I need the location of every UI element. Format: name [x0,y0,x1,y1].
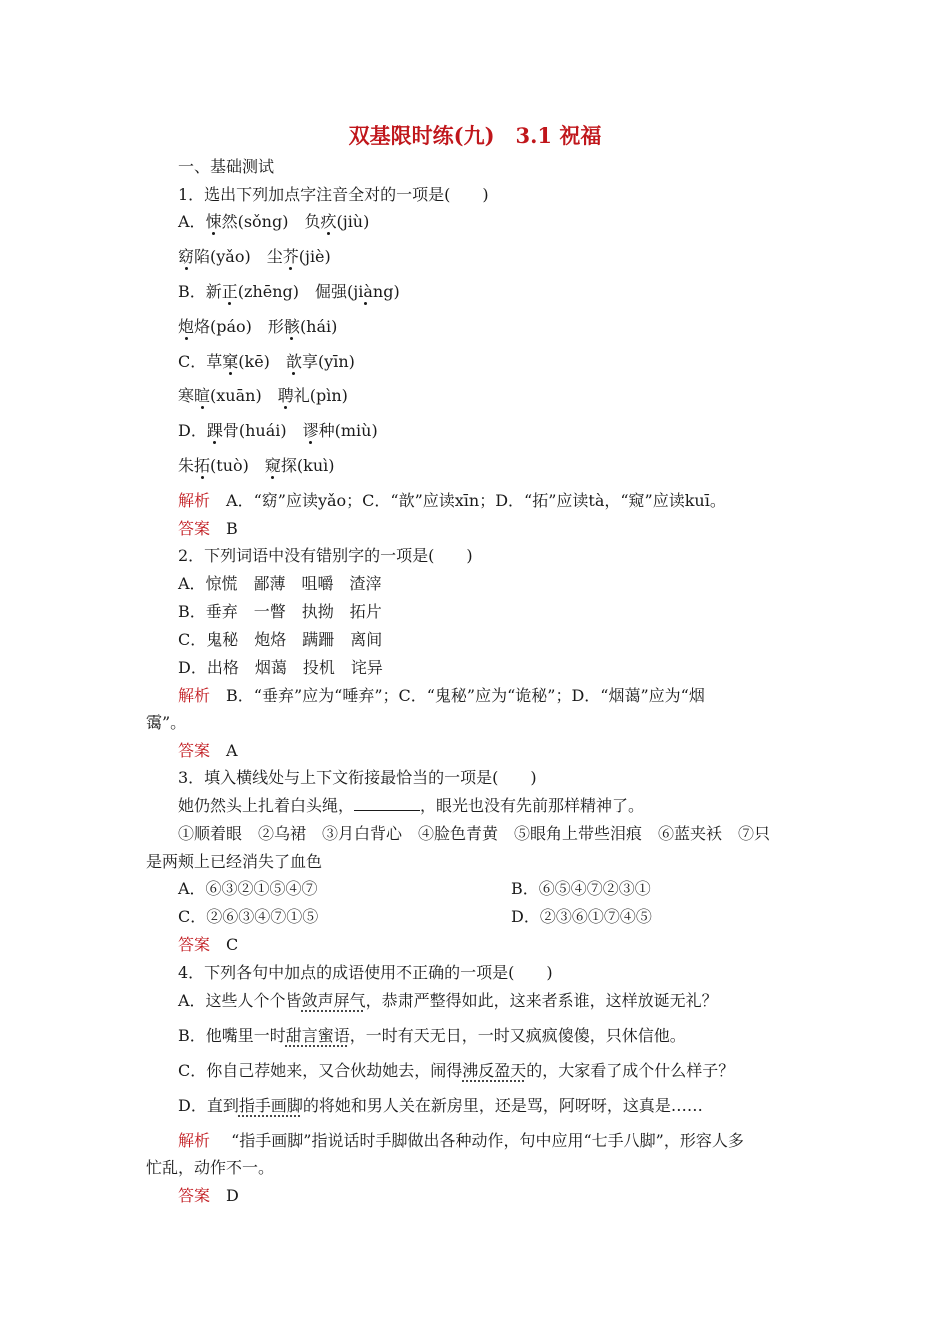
text: D．直到 [178,1096,239,1115]
q2-option-c: C．鬼秘 炮烙 蹒跚 离间 [178,630,383,649]
q4-analysis-line1 [178,1130,744,1152]
text: 陷(yǎo) 尘 [194,247,283,266]
dotted-char: 歆 [285,352,302,371]
text: (jiù) [336,212,370,231]
text: ，一时有天无日，一时又疯疯傻傻，只休信他。 [349,1026,686,1045]
text: 种(miù) [318,421,378,440]
answer-label: 答案 [178,519,211,538]
text: (tuò) [210,456,265,475]
analysis-text: B．“垂弃”应为“唾弃”；C．“鬼秘”应为“诡秘”；D．“烟蔼”应为“烟 [226,686,705,705]
text: 她仍然头上扎着白头绳， [178,796,355,815]
q1-option-d-line1 [178,420,378,442]
q3-option-b: B．⑥⑤④⑦②③① [511,879,651,898]
q2-option-a: A．惊慌 鄙薄 咀嚼 渣滓 [178,574,382,593]
page-title: 双基限时练(九) 3.1 祝福 [348,123,602,148]
analysis-label: 解析 [178,1131,211,1150]
q1-option-b-line2 [178,316,337,338]
text: B．新 [178,282,222,301]
dotted-char: 谬 [302,421,319,440]
dotted-char: 正 [221,282,238,301]
q4-answer [178,1185,239,1207]
answer-text: D [226,1186,239,1205]
q4-option-d [178,1095,703,1117]
text: 的，大家看了成个什么样子？ [526,1061,735,1080]
q3-option-d: D．②③⑥①⑦④⑤ [511,907,652,926]
answer-label: 答案 [178,935,211,954]
dotted-idiom: 甜言蜜语 [285,1026,350,1045]
q3-sentence [178,795,644,817]
text: D． [178,421,207,440]
q1-option-c-line2 [178,385,348,407]
q3-answer [178,934,238,956]
q2-stem: 2．下列词语中没有错别字的一项是( ) [178,546,473,565]
q3-items-line1: ①顺着眼 ②乌裙 ③月白背心 ④脸色青黄 ⑤眼角上带些泪痕 ⑥蓝夹袄 ⑦只 [178,824,771,843]
q4-option-b [178,1025,686,1047]
answer-label: 答案 [178,741,211,760]
text: 享(yīn) [301,352,355,371]
dotted-char: 骸 [283,317,300,336]
analysis-text: A．“窈”应读yǎo；C．“歆”应读xīn；D．“拓”应读tà，“窥”应读kuī。 [226,491,726,510]
q2-option-b: B．垂弃 一瞥 执拗 拓片 [178,602,382,621]
text: C．草 [178,352,223,371]
answer-text: A [226,741,238,760]
text: 寒 [178,386,195,405]
answer-label: 答案 [178,1186,211,1205]
dotted-char: 炮 [178,317,195,336]
text: ，恭肃严整得如此，这来者系谁，这样放诞无礼？ [365,991,718,1010]
dotted-char: 强(jiàng) [331,282,400,301]
dotted-char: 聘 [277,386,294,405]
dotted-char: 拓 [194,456,211,475]
q3-option-c: C．②⑥③④⑦①⑤ [178,907,319,926]
text: (zhēng) 倔 [237,282,332,301]
q4-stem: 4．下列各句中加点的成语使用不正确的一项是( ) [178,963,553,982]
q4-analysis-line2: 忙乱，动作不一。 [146,1158,275,1177]
q3-option-a: A．⑥③②①⑤④⑦ [178,879,318,898]
q3-items-line2: 是两颊上已经消失了血色 [146,852,323,871]
text: (jiè) [298,247,331,266]
text: ，眼光也没有先前那样精神了。 [420,796,645,815]
q1-stem: 1．选出下列加点字注音全对的一项是( ) [178,185,489,204]
fill-blank [354,796,420,811]
section-heading: 一、基础测试 [178,157,275,176]
dotted-char: 芥 [282,247,299,266]
text: 烙(páo) 形 [194,317,284,336]
text: 骨(huái) [222,421,303,440]
q2-option-d: D．出格 烟蔼 投机 诧异 [178,658,383,677]
dotted-char: 窥 [264,456,281,475]
q2-analysis-line1 [178,685,705,707]
text: C．你自己荐她来，又合伙劫她去，闹得 [178,1061,463,1080]
text: 礼(pìn) [293,386,348,405]
q3-stem: 3．填入横线处与上下文衔接最恰当的一项是( ) [178,768,537,787]
dotted-idiom: 沸反盈天 [462,1061,527,1080]
text: 的将她和男人关在新房里，还是骂，阿呀呀，这真是…… [302,1096,703,1115]
q1-option-c-line1 [178,351,355,373]
q1-option-a-line1 [178,211,369,233]
q1-option-b-line1 [178,281,400,303]
dotted-char: 踝 [206,421,223,440]
text: (kē) [238,352,286,371]
q1-option-d-line2 [178,455,335,477]
q4-option-a [178,990,718,1012]
q1-option-a-line2 [178,246,331,268]
q1-analysis [178,490,726,512]
text: (hái) [299,317,338,336]
text: 然(sǒng) 负 [221,212,321,231]
q4-option-c [178,1060,734,1082]
dotted-char: 疚 [320,212,337,231]
dotted-idiom: 指手画脚 [238,1096,303,1115]
text: B．他嘴里一时 [178,1026,286,1045]
dotted-char: 悚 [205,212,222,231]
answer-text: C [226,935,239,954]
text: 探(kuì) [280,456,335,475]
analysis-label: 解析 [178,686,211,705]
answer-text: B [226,519,238,538]
text: (xuān) [210,386,278,405]
dotted-idiom: 敛声屏气 [301,991,366,1010]
dotted-char: 窠 [222,352,239,371]
q2-answer [178,740,238,762]
analysis-text: “指手画脚”指说话时手脚做出各种动作，句中应用“七手八脚”，形容人多 [231,1131,744,1150]
text: A．这些人个个皆 [178,991,302,1010]
dotted-char: 暄 [194,386,211,405]
text: 朱 [178,456,195,475]
analysis-label: 解析 [178,491,211,510]
dotted-char: 窈 [178,247,195,266]
text: A． [178,212,206,231]
q2-analysis-line2: 霭”。 [146,713,187,732]
q1-answer [178,518,238,540]
